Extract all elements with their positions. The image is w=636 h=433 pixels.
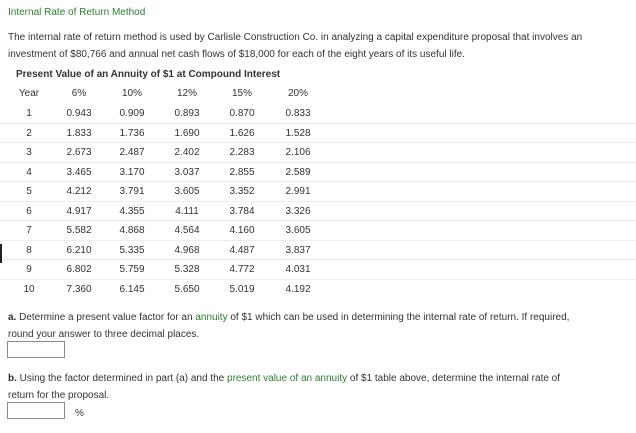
question-b-line-1	[8, 370, 636, 387]
question-a-text-before: Determine a present value factor for an	[16, 312, 196, 323]
question-b-line-2: return for the proposal.	[8, 390, 110, 401]
question-b	[8, 370, 636, 404]
table-cell-factor: 4.212	[66, 186, 92, 197]
question-b-text-before: Using the factor determined in part (a) and the	[16, 373, 228, 384]
answer-b-input[interactable]	[7, 402, 65, 419]
table-cell-factor: 3.170	[119, 166, 145, 178]
row-divider	[0, 181, 636, 182]
table-cell-year: 8	[26, 244, 32, 256]
column-header-year: Year	[18, 88, 40, 99]
table-cell-factor: 3.037	[174, 166, 200, 178]
table-cell-factor: 4.487	[229, 244, 255, 256]
table-cell-factor: 2.487	[119, 147, 145, 158]
table-cell-factor: 5.328	[174, 264, 200, 275]
table-title: Present Value of an Annuity of $1 at Compound Interest	[16, 69, 281, 80]
table-cell-factor: 6.145	[119, 283, 145, 295]
problem-intro	[8, 29, 636, 63]
table-cell-factor: 4.868	[119, 225, 145, 236]
row-divider	[0, 259, 636, 260]
table-cell-factor: 6.210	[66, 244, 92, 256]
row-divider	[0, 142, 636, 143]
table-cell-factor: 4.031	[285, 264, 311, 275]
table-cell-factor: 3.784	[229, 205, 255, 217]
column-header-rate-15: 15%	[231, 88, 252, 99]
table-cell-factor: 1.736	[119, 127, 145, 139]
column-header-rate-12: 12%	[176, 88, 197, 99]
table-cell-factor: 3.791	[119, 186, 145, 197]
table-cell-factor: 0.909	[119, 108, 145, 119]
table-cell-factor: 2.283	[229, 147, 255, 158]
table-cell-factor: 3.465	[66, 166, 92, 178]
table-cell-year: 6	[26, 205, 32, 217]
table-cell-year: 9	[26, 264, 32, 275]
table-cell-factor: 4.917	[66, 205, 92, 217]
table-cell-factor: 2.402	[174, 147, 200, 158]
table-cell-factor: 5.335	[119, 244, 145, 256]
question-a-text-after: of $1 which can be used in determining the internal rate of return. If required,	[227, 312, 570, 323]
table-cell-factor: 5.650	[174, 283, 200, 295]
intro-line-2: investment of $80,766 and annual net cash flows of $18,000 for each of the eight years of its useful life.	[8, 49, 465, 60]
table-cell-factor: 2.589	[285, 166, 311, 178]
question-a-line-1	[8, 309, 636, 326]
table-cell-factor: 6.802	[66, 264, 92, 275]
table-cell-factor: 7.360	[66, 283, 92, 295]
table-cell-factor: 3.837	[285, 244, 311, 256]
row-divider	[0, 220, 636, 221]
row-divider	[0, 201, 636, 202]
intro-line-1: The internal rate of return method is used by Carlisle Construction Co. in analyzing a capital expenditure proposal that involves an	[8, 32, 583, 43]
column-header-rate-6: 6%	[71, 88, 87, 99]
table-cell-factor: 5.019	[229, 283, 255, 295]
table-cell-factor: 3.326	[285, 205, 311, 217]
percent-unit: %	[75, 408, 84, 419]
table-cell-factor: 5.582	[66, 225, 92, 236]
table-cell-factor: 4.111	[175, 205, 199, 217]
table-cell-factor: 1.528	[285, 127, 311, 139]
table-cell-factor: 2.106	[285, 147, 311, 158]
row-divider	[0, 240, 636, 241]
table-cell-factor: 1.833	[66, 127, 92, 139]
row-divider	[0, 279, 636, 280]
question-a	[8, 309, 636, 343]
table-cell-factor: 2.855	[229, 166, 255, 178]
table-cell-factor: 4.968	[174, 244, 200, 256]
table-cell-year: 7	[26, 225, 32, 236]
table-cell-factor: 5.759	[119, 264, 145, 275]
table-cell-year: 5	[26, 186, 32, 197]
table-cell-year: 2	[26, 127, 32, 139]
table-cell-factor: 0.893	[174, 108, 200, 119]
table-cell-year: 10	[23, 283, 35, 295]
answer-a-input[interactable]	[7, 341, 65, 358]
table-cell-factor: 1.626	[229, 127, 255, 139]
present-value-of-annuity-link[interactable]: present value of an annuity	[227, 373, 348, 384]
question-b-text-after: of $1 table above, determine the internal rate of	[347, 373, 561, 384]
scroll-marker	[0, 244, 2, 263]
table-cell-factor: 4.772	[229, 264, 255, 275]
row-divider	[0, 123, 636, 124]
table-cell-factor: 4.355	[119, 205, 145, 217]
table-cell-year: 1	[26, 108, 32, 119]
table-cell-factor: 4.192	[285, 283, 311, 295]
table-cell-factor: 0.943	[66, 108, 92, 119]
table-cell-factor: 1.690	[174, 127, 200, 139]
column-header-rate-10: 10%	[121, 88, 142, 99]
question-b-label: b.	[8, 373, 17, 384]
question-a-label: a.	[8, 312, 17, 323]
problem-title: Internal Rate of Return Method	[8, 7, 146, 18]
table-cell-factor: 0.833	[285, 108, 311, 119]
table-cell-factor: 0.870	[229, 108, 255, 119]
table-cell-factor: 2.673	[66, 147, 92, 158]
row-divider	[0, 162, 636, 163]
question-a-line-2: round your answer to three decimal places.	[8, 329, 200, 340]
table-cell-year: 4	[26, 166, 32, 178]
table-cell-factor: 4.564	[174, 225, 200, 236]
annuity-link[interactable]: annuity	[195, 312, 228, 323]
table-cell-factor: 3.352	[229, 186, 255, 197]
column-header-rate-20: 20%	[287, 88, 308, 99]
table-cell-year: 3	[26, 147, 32, 158]
table-cell-factor: 3.605	[174, 186, 200, 197]
table-cell-factor: 4.160	[229, 225, 255, 236]
table-cell-factor: 3.605	[285, 225, 311, 236]
table-cell-factor: 2.991	[285, 186, 311, 197]
